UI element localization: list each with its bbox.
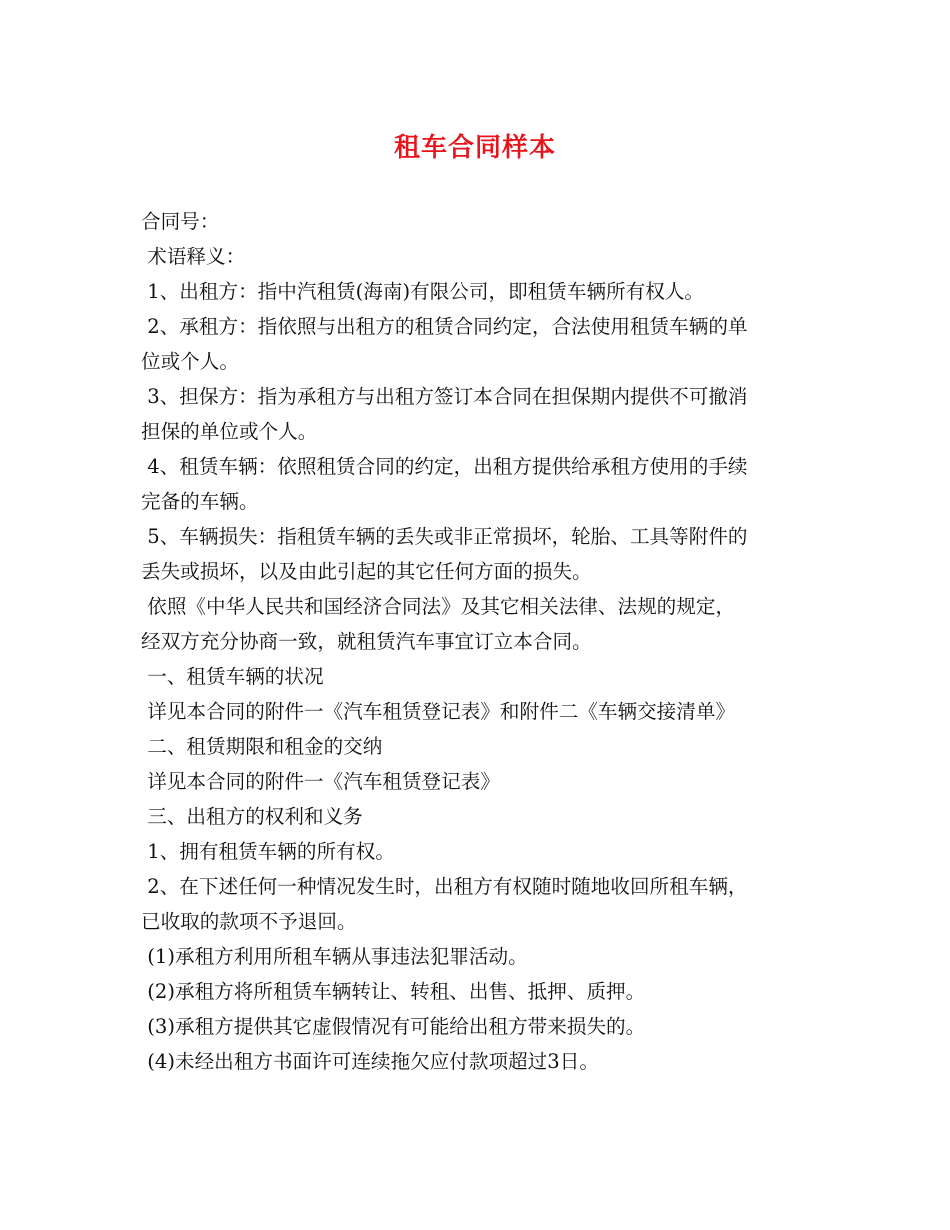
line-term-guarantor: 3、担保方：指为承租方与出租方签订本合同在担保期内提供不可撤消 xyxy=(141,385,748,408)
line-term-lessor: 1、出租方：指中汽租赁(海南)有限公司，即租赁车辆所有权人。 xyxy=(141,280,705,303)
document-body xyxy=(141,204,813,1079)
line-section-3-heading: 三、出租方的权利和义务 xyxy=(141,805,363,828)
line-section-3-item-2-cont: 已收取的款项不予退回。 xyxy=(141,910,357,933)
line-clause-4: (4)未经出租方书面许可连续拖欠应付款项超过3日。 xyxy=(141,1050,599,1073)
line-term-loss: 5、车辆损失：指租赁车辆的丢失或非正常损坏，轮胎、工具等附件的 xyxy=(141,525,748,548)
line-basis-cont: 经双方充分协商一致，就租赁汽车事宜订立本合同。 xyxy=(141,630,592,653)
line-term-vehicle-cont: 完备的车辆。 xyxy=(141,490,259,513)
line-clause-1: (1)承租方利用所租车辆从事违法犯罪活动。 xyxy=(141,945,528,968)
line-contract-number: 合同号： xyxy=(141,210,220,233)
line-section-2-heading: 二、租赁期限和租金的交纳 xyxy=(141,735,383,758)
line-section-1-body: 详见本合同的附件一《汽车租赁登记表》和附件二《车辆交接清单》 xyxy=(141,700,736,723)
line-clause-3: (3)承租方提供其它虚假情况有可能给出租方带来损失的。 xyxy=(141,1015,646,1038)
line-section-3-item-1: 1、拥有租赁车辆的所有权。 xyxy=(141,840,395,863)
line-section-2-body: 详见本合同的附件一《汽车租赁登记表》 xyxy=(141,770,500,793)
line-term-lessee: 2、承租方：指依照与出租方的租赁合同约定，合法使用租赁车辆的单 xyxy=(141,315,748,338)
line-section-3-item-2: 2、在下述任何一种情况发生时，出租方有权随时随地收回所租车辆， xyxy=(141,875,748,898)
line-term-guarantor-cont: 担保的单位或个人。 xyxy=(141,420,318,443)
line-basis: 依照《中华人民共和国经济合同法》及其它相关法律、法规的规定， xyxy=(141,595,736,618)
line-section-1-heading: 一、租赁车辆的状况 xyxy=(141,665,324,688)
line-term-lessee-cont: 位或个人。 xyxy=(141,350,239,373)
line-clause-2: (2)承租方将所租赁车辆转让、转租、出售、抵押、质押。 xyxy=(141,980,646,1003)
document-title: 租车合同样本 xyxy=(393,133,556,163)
line-term-vehicle: 4、租赁车辆：依照租赁合同的约定，出租方提供给承租方使用的手续 xyxy=(141,455,748,478)
line-terms-heading: 术语释义： xyxy=(141,245,246,268)
line-term-loss-cont: 丢失或损坏，以及由此引起的其它任何方面的损失。 xyxy=(141,560,592,583)
